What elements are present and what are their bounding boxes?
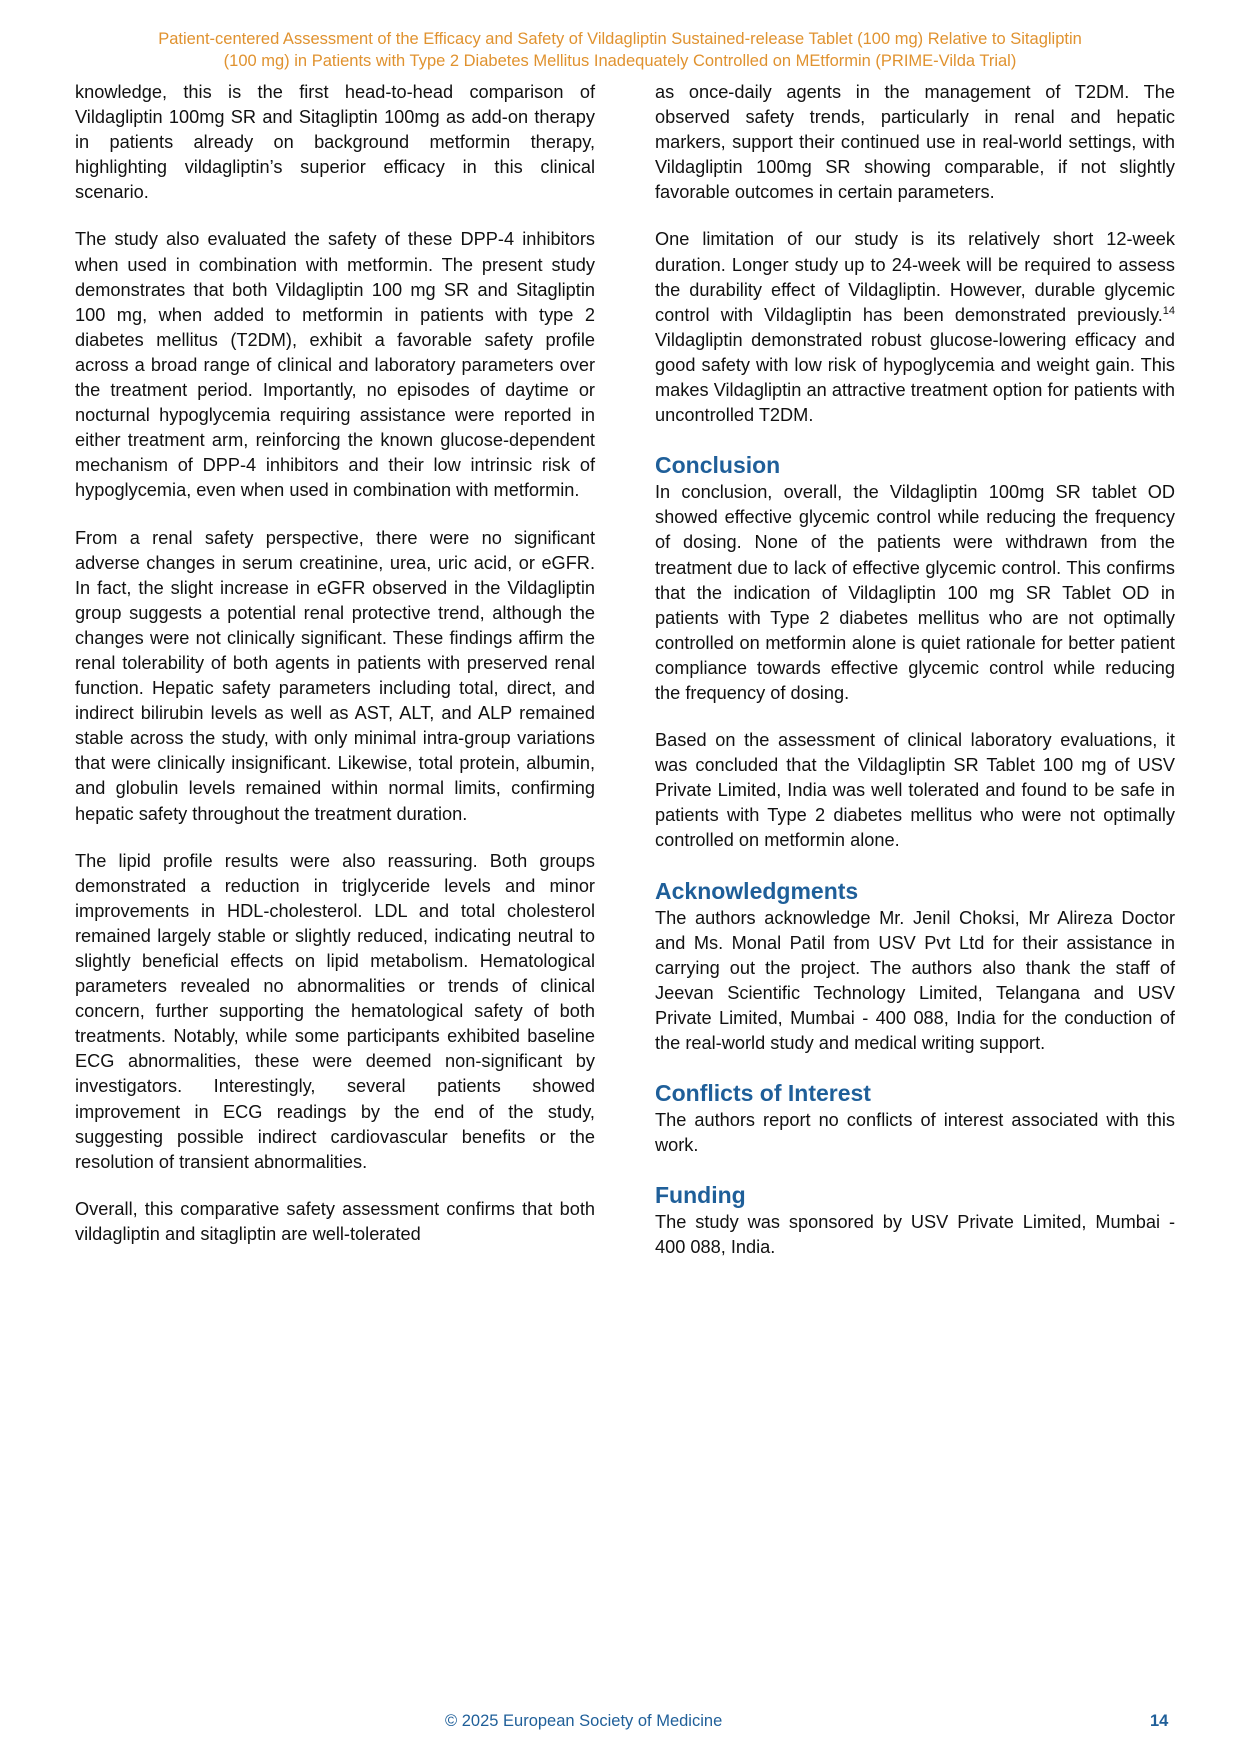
paragraph: as once-daily agents in the management of T2DM. The observed safety trends, particularly in renal and hepatic markers, support their continued use in real-world settings, with Vildagliptin 100mg SR showing comparable, if not slightly favorable outcomes in certain parameters.: [655, 82, 1175, 203]
paragraph: knowledge, this is the first head-to-head comparison of Vildagliptin 100mg SR and Sitagliptin 100mg as add-on therapy in patients already on background metformin therapy, highlighting vildagliptin’s superior efficacy in this clinical scenario.: [75, 82, 595, 203]
paragraph-text: Vildagliptin demonstrated robust glucose-lowering efficacy and good safety with low risk of hypoglycemia and weight gain. This makes Vildagliptin an attractive treatment option for patients with uncontrolled T2DM.: [655, 329, 1175, 426]
section-heading-conflicts: Conflicts of Interest: [655, 1080, 871, 1107]
paragraph: In conclusion, overall, the Vildagliptin 100mg SR tablet OD showed effective glycemic control while reducing the frequency of dosing. None of the patients were withdrawn from the treatment due to lack of effective glycemic control. This confirms that the indication of Vildagliptin 100 mg SR Tablet OD in patients with Type 2 diabetes mellitus who are not optimally controlled on metformin alone is quiet rationale for better patient compliance towards effective glycemic control while reducing the frequency of dosing.: [655, 482, 1175, 703]
paragraph: The authors report no conflicts of interest associated with this work.: [655, 1110, 1175, 1156]
copyright-notice: © 2025 European Society of Medicine: [445, 1712, 723, 1730]
paragraph-limitations: [655, 227, 1175, 428]
citation-reference[interactable]: 14: [1162, 304, 1175, 317]
paragraph: The authors acknowledge Mr. Jenil Choksi, Mr Alireza Doctor and Ms. Monal Patil from USV Pvt Ltd for their assistance in carrying out the project. The authors also thank the staff of Jeevan Scientific Technology Limited, Telangana and USV Private Limited, Mumbai - 400 088, India for the conduction of the real-world study and medical writing support.: [655, 907, 1175, 1053]
section-heading-conclusion: Conclusion: [655, 452, 781, 479]
paragraph: The lipid profile results were also reassuring. Both groups demonstrated a reduction in triglyceride levels and minor improvements in HDL-cholesterol. LDL and total cholesterol remained largely stable or slightly reduced, indicating neutral to slightly beneficial effects on lipid metabolism. Hematological parameters revealed no abnormalities or trends of clinical concern, further supporting the hematological safety of both treatments. Notably, while some participants exhibited baseline ECG abnormalities, these were deemed non-significant by investigators. Interestingly, several patients showed improvement in ECG readings by the end of the study, suggesting possible indirect cardiovascular benefits or the resolution of transient abnormalities.: [75, 850, 595, 1172]
running-header: [60, 28, 1180, 72]
page-number: 14: [1150, 1712, 1169, 1730]
paragraph-text: One limitation of our study is its relatively short 12-week duration. Longer study up to 24-week will be required to assess the durability effect of Vildagliptin. However, durable glycemic control with Vildagliptin has been demonstrated previously.: [655, 229, 1175, 325]
paragraph: From a renal safety perspective, there were no significant adverse changes in serum creatinine, urea, uric acid, or eGFR. In fact, the slight increase in eGFR observed in the Vildagliptin group suggests a potential renal protective trend, although the changes were not clinically significant. These findings affirm the renal tolerability of both agents in patients with preserved renal function. Hepatic safety parameters including total, direct, and indirect bilirubin levels as well as AST, ALT, and ALP remained stable across the study, with only minimal intra-group variations that were clinically insignificant. Likewise, total protein, albumin, and globulin levels remained within normal limits, confirming hepatic safety throughout the treatment duration.: [75, 527, 595, 824]
paragraph: The study was sponsored by USV Private Limited, Mumbai - 400 088, India.: [655, 1212, 1175, 1258]
section-heading-acknowledgments: Acknowledgments: [655, 877, 859, 904]
paragraph: The study also evaluated the safety of these DPP-4 inhibitors when used in combination with metformin. The present study demonstrates that both Vildagliptin 100 mg SR and Sitagliptin 100 mg, when added to metformin in patients with type 2 diabetes mellitus (T2DM), exhibit a favorable safety profile across a broad range of clinical and laboratory parameters over the treatment period. Importantly, no episodes of daytime or nocturnal hypoglycemia requiring assistance were reported in either treatment arm, reinforcing the known glucose-dependent mechanism of DPP-4 inhibitors and their low intrinsic risk of hypoglycemia, even when used in combination with metformin.: [75, 229, 595, 501]
section-heading-funding: Funding: [655, 1182, 746, 1209]
running-title-line-2: (100 mg) in Patients with Type 2 Diabetes Mellitus Inadequately Controlled on MEtformin (PRIME-Vilda Trial): [223, 52, 1017, 70]
left-column: [75, 80, 595, 1269]
paragraph: Based on the assessment of clinical laboratory evaluations, it was concluded that the Vildagliptin SR Tablet 100 mg of USV Private Limited, India was well tolerated and found to be safe in patients with Type 2 diabetes mellitus who were not optimally controlled on metformin alone.: [655, 730, 1175, 851]
paragraph: Overall, this comparative safety assessment confirms that both vildagliptin and sitagliptin are well-tolerated: [75, 1198, 595, 1244]
right-column: [655, 80, 1175, 1282]
running-title-line-1: Patient-centered Assessment of the Efficacy and Safety of Vildagliptin Sustained-release Tablet (100 mg) Relative to Sitagliptin: [158, 30, 1082, 48]
